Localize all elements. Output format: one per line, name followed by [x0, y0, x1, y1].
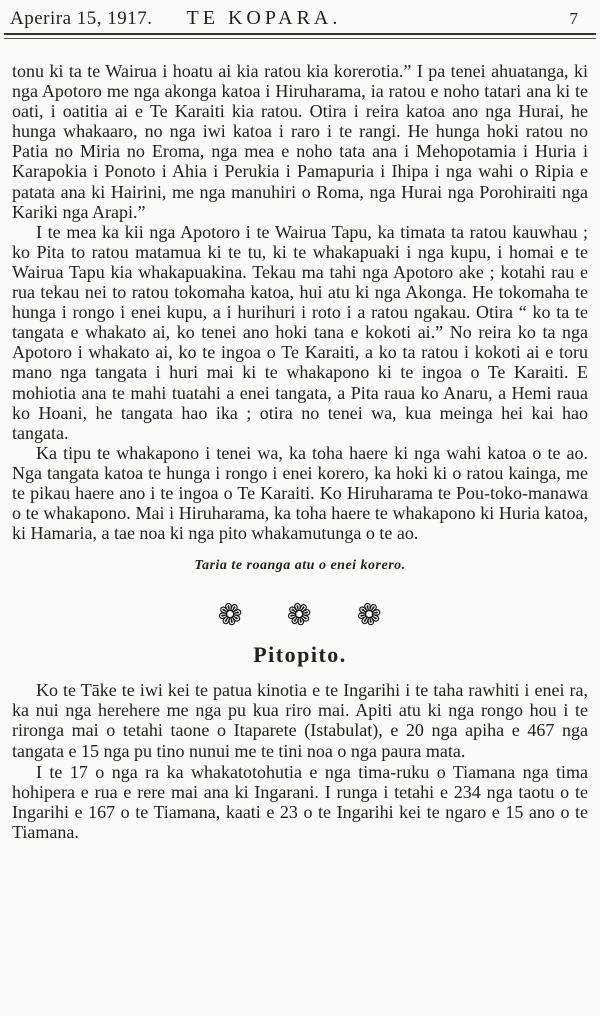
- flower-ornament-icon: ❁: [353, 597, 385, 635]
- article-continued: [0, 39, 600, 574]
- flower-ornament-icon: ❁: [284, 597, 316, 635]
- paragraph: Ko te Tāke te iwi kei te patua kinotia e te Ingarihi i te taha rawhiti i enei ra, ka nui nga herehere me nga pu kua riro mai. Apiti atu ki nga rongo hou i te rironga mai o tetahi taone o Itaparete (Istabulat), e 20 nga apiha e 467 nga tangata e 15 nga pu tino nunui me te tini noa o nga paura mata.: [12, 680, 588, 761]
- issue-date: Aperira 15, 1917.: [10, 8, 153, 29]
- section-divider-ornaments: [0, 596, 600, 636]
- running-head: [0, 0, 600, 30]
- masthead-title: TE KOPARA.: [186, 7, 342, 29]
- continuation-note: Taria te roanga atu o enei korero.: [194, 558, 406, 574]
- paragraph: Ka tipu te whakapono i tenei wa, ka toha haere ki nga wahi katoa o te ao. Nga tangata katoa te hunga i rongo i enei korero, ka hoki ki o ratou kainga, me te pikau haere ano i te ingoa o Te Karaiti. Ko Hiruharama te Pou-toko-manawa o te whakapono. Mai i Hiruharama, ka toha haere te whakapono ki Huria katoa, ki Hamaria, a tae noa ki nga pito whakamutunga o te ao.: [12, 442, 588, 544]
- paragraph: tonu ki ta te Wairua i hoatu ai kia ratou kia korerotia.” I pa tenei ahuatanga, ki nga Apotoro me nga akonga katoa i Hiruharama, ia ratou e noho tatari ana ki te oati, i oatitia ai e Te Karaiti kia ratou. Otira i reira katoa ano nga Hurai, he hunga whakaaro, no nga iwi katoa i raro i te rangi. He hunga hoki ratou no Patia no Miria no Eroma, nga mea e noho tata ana i Mehopotamia i Huria i Karapokia i Ponoto i Ahia i Perukia i Pamapuria i Ihipa i nga wahi o Ripia e patata ana ki Hairini, me nga manuhiri o Roma, nga Hurai nga Porohiraiti nga Kariki nga Arapi.”: [12, 61, 588, 222]
- paragraph: I te mea ka kii nga Apotoro i te Wairua Tapu, ka timata ta ratou kauwhau ; ko Pita to ratou matamua ki te tu, ki te whakapuaki i nga kupu, i homai e te Wairua Tapu kia whakapuakina. Tekau ma tahi nga Apotoro ake ; kotahi rau e rua tekau nei to ratou tokomaha katoa, hui atu ki nga Akonga. He tokomaha te hunga i rongo i enei kupu, a i hurihuri i roto i a ratou ngakau. Otira “ ko ta te tangata e whakato ai, ko tenei ano hoki tana e kokoti ai.” No reira ko ta nga Apotoro i whakato ai, ko te ingoa o Te Karaiti, a ko ta ratou i kokoti ai e toru mano nga tangata i huri mai ki te whakapono ki te ingoa o Te Karaiti. E mohiotia ana te mahi tuatahi a enei tangata, a Pita raua ko Anaru, a Hemi raua ko Hoani, he tangata hao ika ; otira no tenei wa, kua meinga hei kai hao tangata.: [12, 221, 588, 443]
- paragraph: I te 17 o nga ra ka whakatotohutia e nga tima-ruku o Tiamana nga tima hohipera e rua e rere mai ana ki Ingarani. I runga i tetahi e 234 nga taotu o te Ingarihi e 167 o te Tiamana, kaati e 23 o te Ingarihi kei te ngaro e 15 ano o te Tiamana.: [12, 761, 588, 842]
- section-heading: Pitopito.: [253, 642, 347, 668]
- flower-ornament-icon: ❁: [215, 597, 247, 635]
- article-pitopito: [0, 668, 600, 842]
- page-number: 7: [569, 9, 578, 28]
